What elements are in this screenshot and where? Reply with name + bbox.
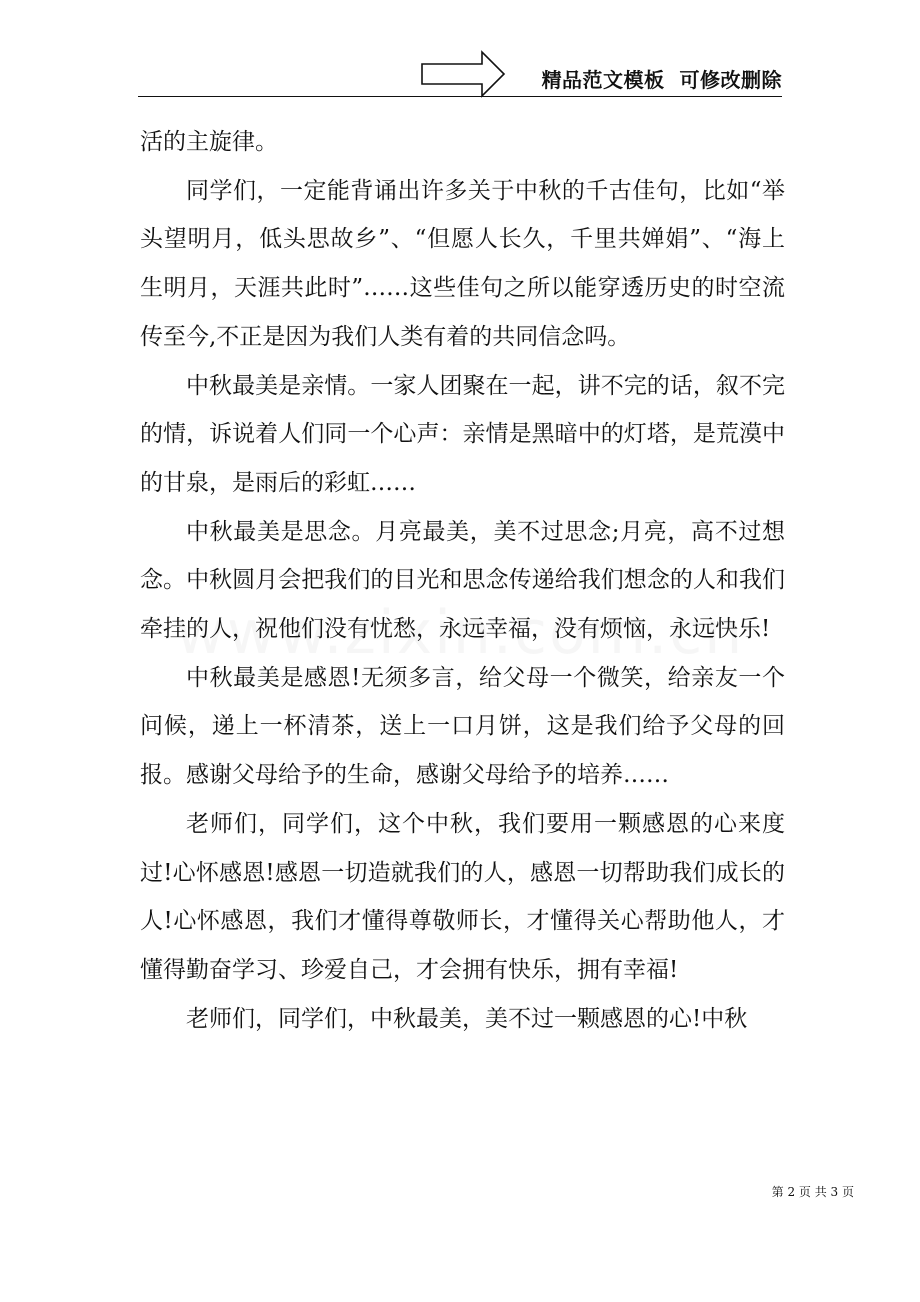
paragraph: 老师们，同学们，这个中秋，我们要用一颗感恩的心来度过!心怀感恩!感恩一切造就我们的人，感恩一切帮助我们成长的人!心怀感恩，我们才懂得尊敬师长，才懂得关心帮助他人，才懂得勤奋学习、珍爱自己，才会拥有快乐，拥有幸福! [140,810,785,983]
paragraph: 中秋最美是亲情。一家人团聚在一起，讲不完的话，叙不完的情，诉说着人们同一个心声：亲情是黑暗中的灯塔，是荒漠中的甘泉，是雨后的彩虹…… [140,372,785,496]
paragraph: 中秋最美是思念。月亮最美，美不过思念;月亮，高不过想念。中秋圆月会把我们的目光和思念传递给我们想念的人和我们牵挂的人，祝他们没有忧愁，永远幸福，没有烦恼，永远快乐! [140,518,785,643]
paragraph: 老师们，同学们，中秋最美，美不过一颗感恩的心!中秋 [186,1005,748,1032]
body-text [140,118,785,1043]
paragraph: 活的主旋律。 [140,129,278,155]
arrow-right-outline-icon [420,50,506,98]
page-number: 第 2 页 共 3 页 [771,1185,854,1199]
paragraph: 同学们，一定能背诵出许多关于中秋的千古佳句，比如“举头望明月，低头思故乡”、“但愿人长久，千里共婵娟”、“海上生明月，天涯共此时”……这些佳句之所以能穿透历史的时空流传至今,不正是因为我们人类有着的共同信念吗。 [140,177,785,350]
paragraph: 中秋最美是感恩!无须多言，给父母一个微笑，给亲友一个问候，递上一杯清茶，送上一口月饼，这是我们给予父母的回报。感谢父母给予的生命，感谢父母给予的培养…… [140,664,785,789]
header-title: 精品范文模板 可修改删除 [541,68,782,92]
header-divider [138,96,782,97]
